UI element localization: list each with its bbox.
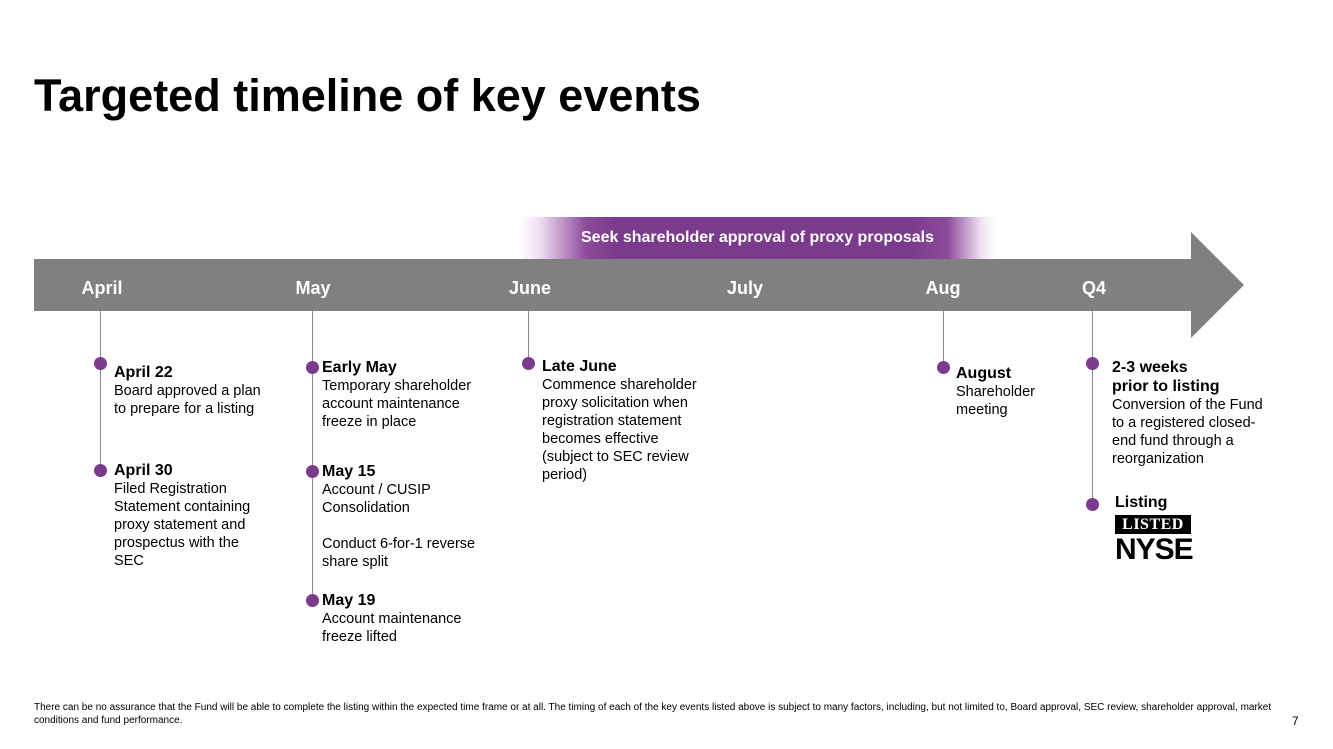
disclaimer-footnote: There can be no assurance that the Fund will be able to complete the listing within the expected time frame or at all. The timing of each of the key events listed above is subject to many factors, including, but not limited to, Board approval, SEC review, shareholder approval, market conditions and fund performance. — [34, 702, 1272, 726]
event-may19 — [322, 591, 461, 646]
event-late-june — [542, 357, 697, 484]
event-dot-april22 — [94, 357, 107, 370]
event-listing — [1115, 493, 1167, 512]
event-dot-may15 — [306, 465, 319, 478]
event-description: Account maintenance freeze lifted — [322, 611, 462, 645]
month-june: June — [508, 278, 552, 298]
nyse-listed-logo — [1115, 515, 1195, 566]
event-description: Commence shareholder proxy solicitation when registration statement becomes effective (subject to SEC review period) — [542, 377, 697, 483]
event-label: 2-3 weeks prior to listing — [1112, 359, 1220, 395]
month-july: July — [726, 278, 764, 298]
event-description: Shareholder meeting — [956, 384, 1035, 418]
event-description: Filed Registration Statement containing proxy statement and prospectus with the SEC — [114, 481, 251, 569]
timeline-arrow-shape — [34, 232, 1244, 338]
event-description: Temporary shareholder account maintenance freeze in place — [322, 378, 472, 430]
month-aug: Aug — [925, 278, 961, 298]
event-label: April 22 — [114, 364, 173, 381]
event-description: Account / CUSIP Consolidation Conduct 6-for-1 reverse share split — [322, 482, 476, 570]
month-april: April — [81, 278, 123, 298]
event-dot-q4-prior — [1086, 357, 1099, 370]
event-august — [956, 364, 1035, 419]
month-q4: Q4 — [1081, 278, 1107, 298]
event-q4-prior — [1112, 358, 1263, 468]
event-label: Late June — [542, 358, 617, 375]
month-may: May — [295, 278, 331, 298]
event-label: May 15 — [322, 463, 376, 480]
nyse-wordmark: NYSE — [1115, 533, 1193, 566]
may-connector — [312, 311, 313, 601]
event-dot-may19 — [306, 594, 319, 607]
event-label: Early May — [322, 359, 397, 376]
aug-connector — [943, 311, 944, 368]
event-dot-august — [937, 361, 950, 374]
event-description: Board approved a plan to prepare for a listing — [114, 383, 261, 417]
event-label: Listing — [1115, 494, 1168, 511]
event-label: August — [956, 365, 1012, 382]
event-description: Conversion of the Fund to a registered closed- end fund through a reorganization — [1112, 397, 1263, 467]
event-dot-listing — [1086, 498, 1099, 511]
event-label: May 19 — [322, 592, 376, 609]
event-april22 — [114, 363, 261, 418]
event-april30 — [114, 461, 250, 570]
page-number: 7 — [1292, 714, 1299, 728]
event-label: April 30 — [114, 462, 173, 479]
event-dot-april30 — [94, 464, 107, 477]
q4-connector — [1092, 311, 1093, 505]
timeline-arrow — [34, 232, 1246, 338]
event-early-may — [322, 358, 471, 431]
listed-badge: LISTED — [1115, 515, 1191, 534]
banner-text: Seek shareholder approval of proxy proposals — [581, 229, 934, 246]
event-dot-early-may — [306, 361, 319, 374]
event-may15 — [322, 462, 475, 571]
event-dot-late-june — [522, 357, 535, 370]
page-title: Targeted timeline of key events — [34, 70, 701, 121]
april-connector — [100, 311, 101, 471]
